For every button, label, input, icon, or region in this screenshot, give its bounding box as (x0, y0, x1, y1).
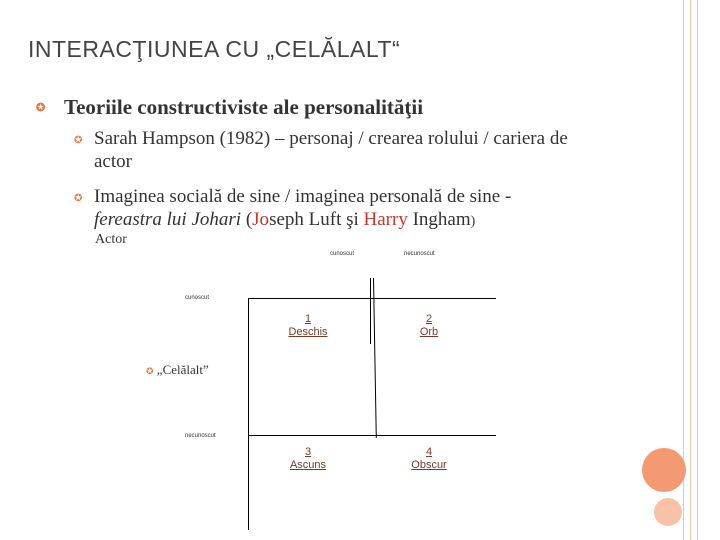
quadrant-blind-label: Orb (419, 326, 439, 338)
ingham-text: Ingham (407, 209, 471, 230)
decor-circle-small (654, 498, 682, 526)
quadrant-blind-number: 2 (425, 313, 433, 325)
paren-close: ) (470, 214, 476, 229)
celalalt-label: „Celălalt” (156, 362, 209, 377)
quadrant-hidden-label: Ascuns (289, 459, 327, 471)
luft-text: seph Luft şi (269, 209, 364, 230)
quadrant-hidden (278, 446, 338, 472)
hampson-line1: Sarah Hampson (1982) – personaj / crearea rolului / cariera de (94, 128, 568, 149)
grid-left-line (248, 298, 249, 530)
quadrant-unknown-label: Obscur (411, 459, 447, 471)
johari-window-text: fereastra lui Johari (94, 209, 242, 230)
sub-bullet-icon: ✪ (74, 135, 83, 146)
johari-line1: Imaginea socială de sine / imaginea personală de sine - (94, 186, 512, 207)
bullet-theories (36, 95, 424, 120)
red-jo: Jo (252, 209, 270, 230)
decor-circle-large (642, 448, 686, 492)
sub-bullet-icon: ✪ (74, 193, 83, 204)
red-harry: Harry (363, 209, 408, 230)
paren-open: ( (241, 209, 253, 230)
quadrant-open-number: 1 (304, 313, 312, 325)
slide-title: INTERACŢIUNEA CU „CELĂLALT“ (28, 36, 401, 62)
bullet-theories-text: Teoriile constructiviste ale personalităţii (64, 95, 424, 119)
bullet-icon: ✪ (36, 102, 46, 114)
quadrant-open (278, 313, 338, 339)
decor-line-2 (690, 0, 691, 540)
hampson-line2: actor (94, 151, 132, 172)
quadrant-unknown-number: 4 (425, 446, 433, 458)
actor-label: Actor (95, 232, 127, 247)
sub-bullet-hampson (74, 127, 654, 173)
col-header-known: cunoscut (330, 251, 355, 257)
sub-bullet-johari (74, 185, 654, 233)
quadrant-hidden-number: 3 (304, 446, 312, 458)
row-header-known: cunoscut (185, 295, 210, 301)
celalalt-bullet-icon: ✪ (146, 366, 154, 376)
grid-top-line (248, 298, 496, 299)
quadrant-open-label: Deschis (288, 326, 328, 338)
grid-center-line-top (370, 278, 371, 344)
decor-line-3 (697, 0, 698, 540)
grid-middle-line (248, 435, 496, 436)
col-header-unknown: necunoscut (404, 251, 435, 257)
row-header-unknown: necunoscut (185, 433, 216, 439)
quadrant-unknown (399, 446, 459, 472)
grid-center-line (373, 278, 377, 438)
celalalt-item (146, 362, 209, 378)
quadrant-blind (399, 313, 459, 339)
